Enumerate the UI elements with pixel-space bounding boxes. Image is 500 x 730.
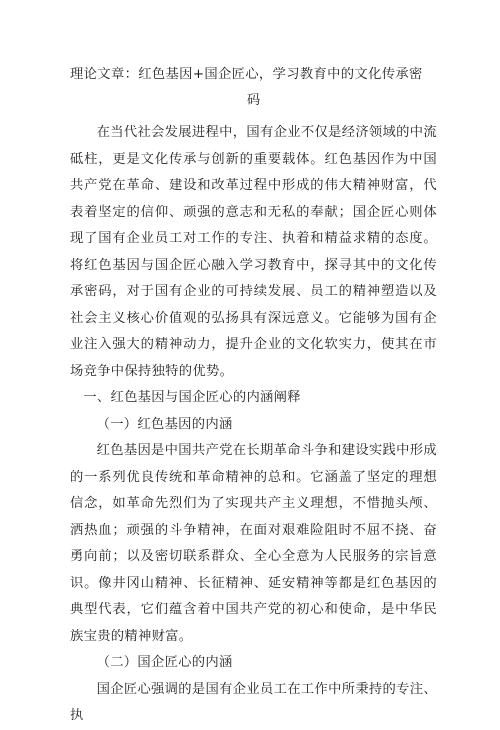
section-heading-1: 一、红色基因与国企匠心的内涵阐释 <box>83 390 301 405</box>
subsection-1-paragraph: 红色基因是中国共产党在长期革命斗争和建设实践中形成的一系列优良传统和革命精神的总和。它涵盖了坚定的理想信念，如革命先烈们为了实现共产主义理想，不惜抛头颅、洒热血；顽强的斗争精神，在面对艰难险阻时不屈不挠、奋勇向前；以及密切联系群众、全心全意为人民服务的宗旨意识。像井冈山精神、长征精神、延安精神等都是红色基因的典型代表，它们蕴含着中国共产党的初心和使命，是中华民族宝贵的精神财富。 <box>70 443 437 644</box>
subsection-2-paragraph: 国企匠心强调的是国有企业员工在工作中所秉持的专注、执 <box>70 681 437 723</box>
article-title-line-2: 码 <box>246 93 261 108</box>
intro-paragraph: 在当代社会发展进程中，国有企业不仅是经济领域的中流砥柱，更是文化传承与创新的重要载体。红色基因作为中国共产党在革命、建设和改革过程中形成的伟大精神财富，代表着坚定的信仰、顽强的意志和无私的奉献；国企匠心则体现了国有企业员工对工作的专注、执着和精益求精的态度。将红色基因与国企匠心融入学习教育中，探寻其中的文化传承密码，对于国有企业的可持续发展、员工的精神塑造以及社会主义核心价值观的弘扬具有深远意义。它能够为国有企业注入强大的精神动力，提升企业的文化软实力，使其在市场竞争中保持独特的优势。 <box>70 125 437 379</box>
article-title-line-1: 理论文章：红色基因+国企匠心，学习教育中的文化传承密 <box>70 67 423 82</box>
subsection-heading-2: （二）国企匠心的内涵 <box>96 655 233 670</box>
subsection-heading-1: （一）红色基因的内涵 <box>96 416 233 432</box>
